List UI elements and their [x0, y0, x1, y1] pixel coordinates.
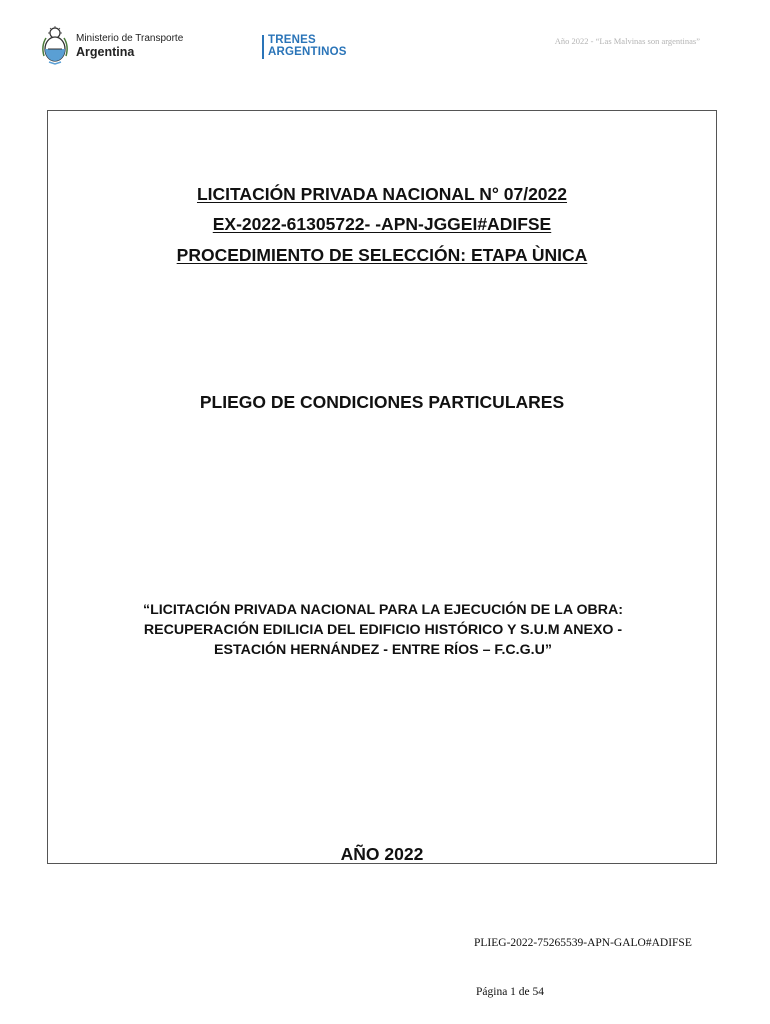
document-year: AÑO 2022	[340, 844, 424, 864]
project-description	[58, 600, 708, 660]
document-code: PLIEG-2022-75265539-APN-GALO#ADIFSE	[474, 937, 692, 949]
page-number: Página 1 de 54	[476, 986, 545, 998]
ministry-logo	[40, 26, 183, 66]
trenes-logo-line2: ARGENTINOS	[268, 46, 347, 59]
document-type-heading: PLIEGO DE CONDICIONES PARTICULARES	[199, 392, 565, 412]
project-description-line3: ESTACIÓN HERNÁNDEZ - ENTRE RÍOS – F.C.G.U”	[214, 642, 552, 658]
ministry-name: Ministerio de Transporte	[76, 33, 184, 45]
project-description-line2: RECUPERACIÓN EDILICIA DEL EDIFICIO HISTÓRICO Y S.U.M ANEXO -	[143, 622, 623, 638]
trenes-argentinos-logo	[262, 34, 347, 59]
trenes-logo-line1: TRENES	[268, 34, 316, 46]
country-name: Argentina	[76, 44, 135, 59]
year-motto: Año 2022 - “Las Malvinas son argentinas”	[554, 36, 700, 46]
trenes-logo-bar	[262, 35, 264, 59]
cover-frame	[47, 110, 717, 864]
project-description-line1: “LICITACIÓN PRIVADA NACIONAL PARA LA EJECUCIÓN DE LA OBRA:	[142, 602, 623, 618]
coat-of-arms-icon	[40, 26, 70, 66]
selection-procedure: PROCEDIMIENTO DE SELECCIÓN: ETAPA ÙNICA	[176, 245, 588, 265]
expedient-number: EX-2022-61305722- -APN-JGGEI#ADIFSE	[212, 214, 552, 234]
page-header	[40, 26, 730, 70]
tender-title: LICITACIÓN PRIVADA NACIONAL N° 07/2022	[196, 184, 568, 204]
